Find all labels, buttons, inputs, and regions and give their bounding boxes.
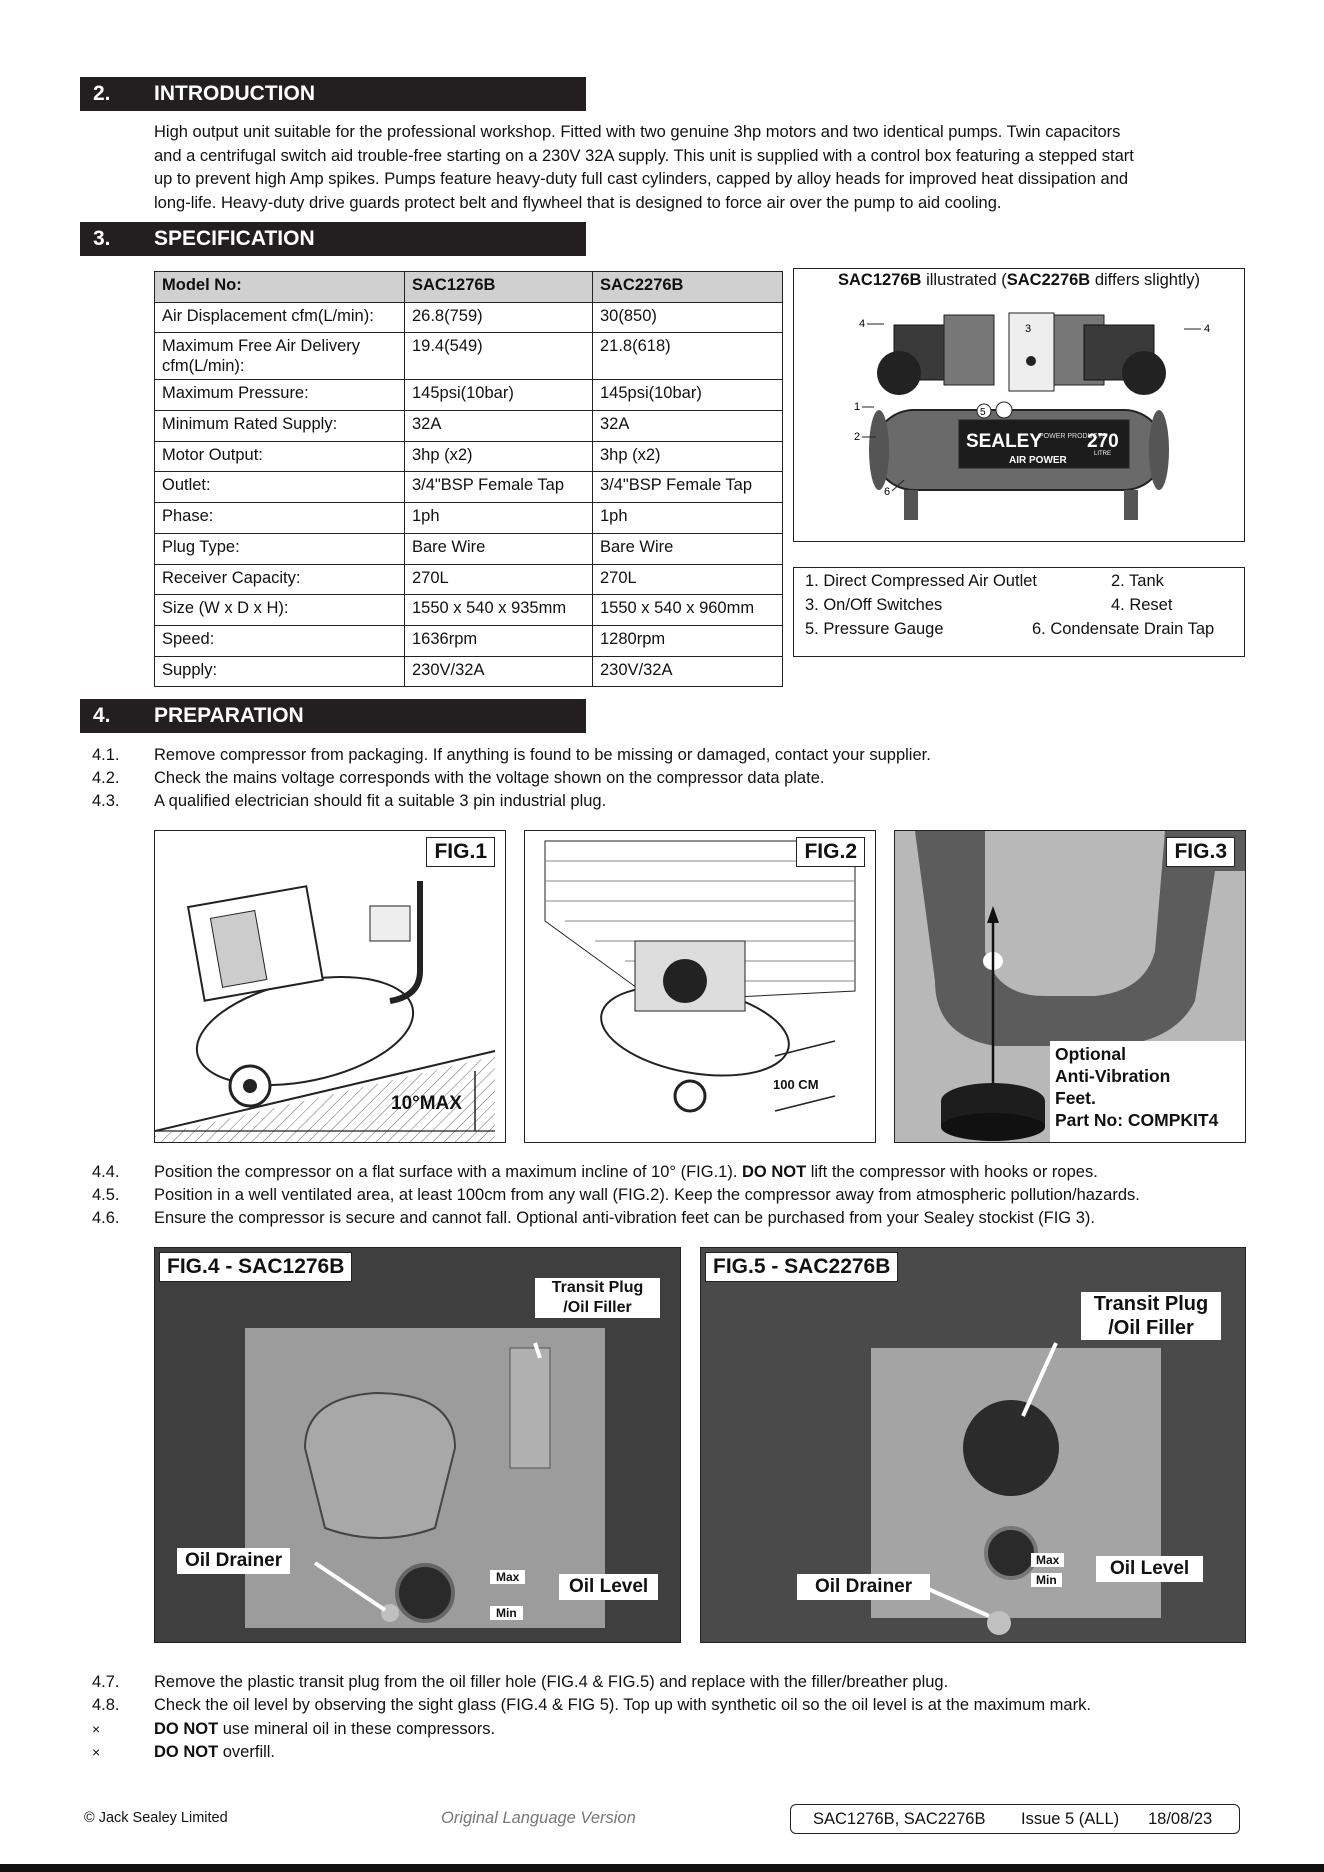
- table-row: [155, 656, 783, 687]
- max-mark: Max: [1031, 1553, 1064, 1567]
- figure-label: FIG.2: [796, 837, 865, 867]
- table-cell: Model No:: [155, 272, 405, 303]
- brand-logo-text: SEALEY: [966, 431, 1043, 452]
- legend-item: 5. Pressure Gauge: [805, 620, 944, 638]
- table-cell: Outlet:: [155, 472, 405, 503]
- table-cell: 19.4(549): [405, 333, 593, 380]
- oil-level-callout: Oil Level: [559, 1574, 658, 1600]
- table-cell: Plug Type:: [155, 533, 405, 564]
- brand-sub-text: POWER PRODUCTS: [1039, 433, 1107, 440]
- svg-text:2: 2: [854, 431, 861, 443]
- table-row: [155, 441, 783, 472]
- section-number: 3.: [93, 227, 111, 250]
- figure-label: FIG.4 - SAC1276B: [159, 1252, 352, 1282]
- table-cell: 230V/32A: [593, 656, 783, 687]
- compressor-illustration-box: [793, 268, 1245, 542]
- footer-date: 18/08/23: [1148, 1810, 1213, 1828]
- oil-level-callout: Oil Level: [1096, 1556, 1203, 1582]
- figure-4: [154, 1247, 681, 1643]
- table-cell: Minimum Rated Supply:: [155, 411, 405, 442]
- cross-icon: ×: [92, 1744, 101, 1760]
- wall-clearance-drawing: [525, 831, 876, 1143]
- page-bottom-border: [0, 1864, 1324, 1872]
- footer-copyright: © Jack Sealey Limited: [84, 1810, 228, 1826]
- table-cell: Maximum Free Air Delivery cfm(L/min):: [155, 333, 405, 380]
- table-row: [155, 333, 783, 380]
- table-cell: SAC1276B: [405, 272, 593, 303]
- table-row: [155, 472, 783, 503]
- svg-text:6: 6: [884, 486, 891, 498]
- oil-drainer-callout: Oil Drainer: [177, 1548, 290, 1574]
- capacity-unit-text: LITRE: [1094, 451, 1112, 457]
- table-cell: 3hp (x2): [593, 441, 783, 472]
- table-cell: 230V/32A: [405, 656, 593, 687]
- table-cell: Motor Output:: [155, 441, 405, 472]
- table-row: [155, 503, 783, 534]
- figure-5: [700, 1247, 1246, 1643]
- table-cell: 1550 x 540 x 935mm: [405, 595, 593, 626]
- table-cell: Receiver Capacity:: [155, 564, 405, 595]
- table-cell: Supply:: [155, 656, 405, 687]
- table-row: [155, 302, 783, 333]
- footer-issue: Issue 5 (ALL): [1021, 1810, 1120, 1828]
- section-header-specification: [80, 222, 586, 256]
- svg-text:4: 4: [1204, 323, 1211, 335]
- svg-text:4: 4: [859, 318, 866, 330]
- figure-2: [524, 830, 876, 1143]
- table-cell: 32A: [405, 411, 593, 442]
- table-cell: 3/4"BSP Female Tap: [405, 472, 593, 503]
- clearance-note: 100 CM: [773, 1077, 819, 1092]
- table-cell: Phase:: [155, 503, 405, 534]
- table-cell: 1550 x 540 x 960mm: [593, 595, 783, 626]
- table-header-row: [155, 272, 783, 303]
- compressor-drawing: [804, 295, 1234, 540]
- section-header-preparation: [80, 699, 586, 733]
- min-mark: Min: [490, 1606, 523, 1620]
- intro-paragraph: [154, 121, 1234, 215]
- section-title: SPECIFICATION: [154, 227, 315, 250]
- legend-item: 3. On/Off Switches: [805, 596, 943, 614]
- legend-item: 4. Reset: [1111, 596, 1173, 614]
- table-row: [155, 380, 783, 411]
- incline-note: 10°MAX: [391, 1093, 462, 1114]
- legend-item: 1. Direct Compressed Air Outlet: [805, 572, 1037, 590]
- anti-vibration-note: Optional Anti-Vibration Feet. Part No: COMPKIT4: [1055, 1044, 1219, 1130]
- section-title: PREPARATION: [154, 704, 304, 727]
- specification-table: [154, 271, 783, 687]
- table-cell: Air Displacement cfm(L/min):: [155, 302, 405, 333]
- section-header-introduction: [80, 77, 586, 111]
- table-cell: 145psi(10bar): [405, 380, 593, 411]
- table-row: [155, 595, 783, 626]
- table-cell: 26.8(759): [405, 302, 593, 333]
- table-row: [155, 533, 783, 564]
- table-cell: Maximum Pressure:: [155, 380, 405, 411]
- table-cell: 270L: [405, 564, 593, 595]
- table-cell: Speed:: [155, 625, 405, 656]
- table-cell: 1ph: [593, 503, 783, 534]
- oil-drainer-callout: Oil Drainer: [797, 1574, 930, 1600]
- transit-plug-callout: Transit Plug /Oil Filler: [535, 1278, 660, 1318]
- table-cell: 145psi(10bar): [593, 380, 783, 411]
- table-cell: Size (W x D x H):: [155, 595, 405, 626]
- cross-icon: ×: [92, 1721, 101, 1737]
- figure-label: FIG.1: [426, 837, 495, 867]
- table-cell: 3/4"BSP Female Tap: [593, 472, 783, 503]
- svg-text:1: 1: [854, 401, 861, 413]
- section-number: 2.: [93, 82, 111, 105]
- transit-plug-callout: Transit Plug /Oil Filler: [1081, 1292, 1221, 1340]
- footer-version: Original Language Version: [441, 1809, 636, 1827]
- table-row: [155, 625, 783, 656]
- legend-item: 6. Condensate Drain Tap: [1032, 620, 1215, 638]
- table-cell: Bare Wire: [593, 533, 783, 564]
- illustration-caption: SAC1276B illustrated (SAC2276B differs slightly): [838, 271, 1200, 289]
- intro-line: long-life. Heavy-duty drive guards protect belt and flywheel that is designed to force air over the pump to aid cooling.: [154, 193, 1002, 212]
- section-number: 4.: [93, 704, 111, 727]
- figure-1: [154, 830, 506, 1143]
- table-cell: 21.8(618): [593, 333, 783, 380]
- table-cell: Bare Wire: [405, 533, 593, 564]
- legend-item: 2. Tank: [1111, 572, 1164, 590]
- intro-line: High output unit suitable for the professional workshop. Fitted with two genuine 3hp motors and two identical pumps. Twin capacitors: [154, 123, 1121, 141]
- footer-models: SAC1276B, SAC2276B: [813, 1810, 986, 1828]
- footer-document-info: [790, 1804, 1240, 1834]
- intro-line: up to prevent high Amp spikes. Pumps feature heavy-duty full cast cylinders, capped by alloy heads for improved heat dissipation and: [154, 170, 1129, 188]
- table-cell: 1636rpm: [405, 625, 593, 656]
- table-cell: 30(850): [593, 302, 783, 333]
- svg-text:3: 3: [1025, 323, 1032, 335]
- air-power-text: AIR POWER: [1009, 455, 1067, 466]
- table-cell: 32A: [593, 411, 783, 442]
- intro-line: and a centrifugal switch aid trouble-free starting on a 230V 32A supply. This unit is supplied with a control box featuring a stepped start: [154, 146, 1134, 165]
- min-mark: Min: [1031, 1573, 1062, 1587]
- table-cell: 1ph: [405, 503, 593, 534]
- figure-label: FIG.5 - SAC2276B: [705, 1252, 898, 1282]
- table-cell: 3hp (x2): [405, 441, 593, 472]
- table-cell: SAC2276B: [593, 272, 783, 303]
- max-mark: Max: [490, 1570, 525, 1584]
- section-title: INTRODUCTION: [154, 82, 315, 105]
- table-row: [155, 411, 783, 442]
- figure-3: [894, 830, 1246, 1143]
- table-cell: 270L: [593, 564, 783, 595]
- table-cell: 1280rpm: [593, 625, 783, 656]
- figure-label: FIG.3: [1166, 837, 1235, 867]
- svg-text:5: 5: [980, 407, 986, 418]
- illustration-legend: [793, 567, 1245, 657]
- capacity-text: 270: [1087, 431, 1119, 452]
- table-row: [155, 564, 783, 595]
